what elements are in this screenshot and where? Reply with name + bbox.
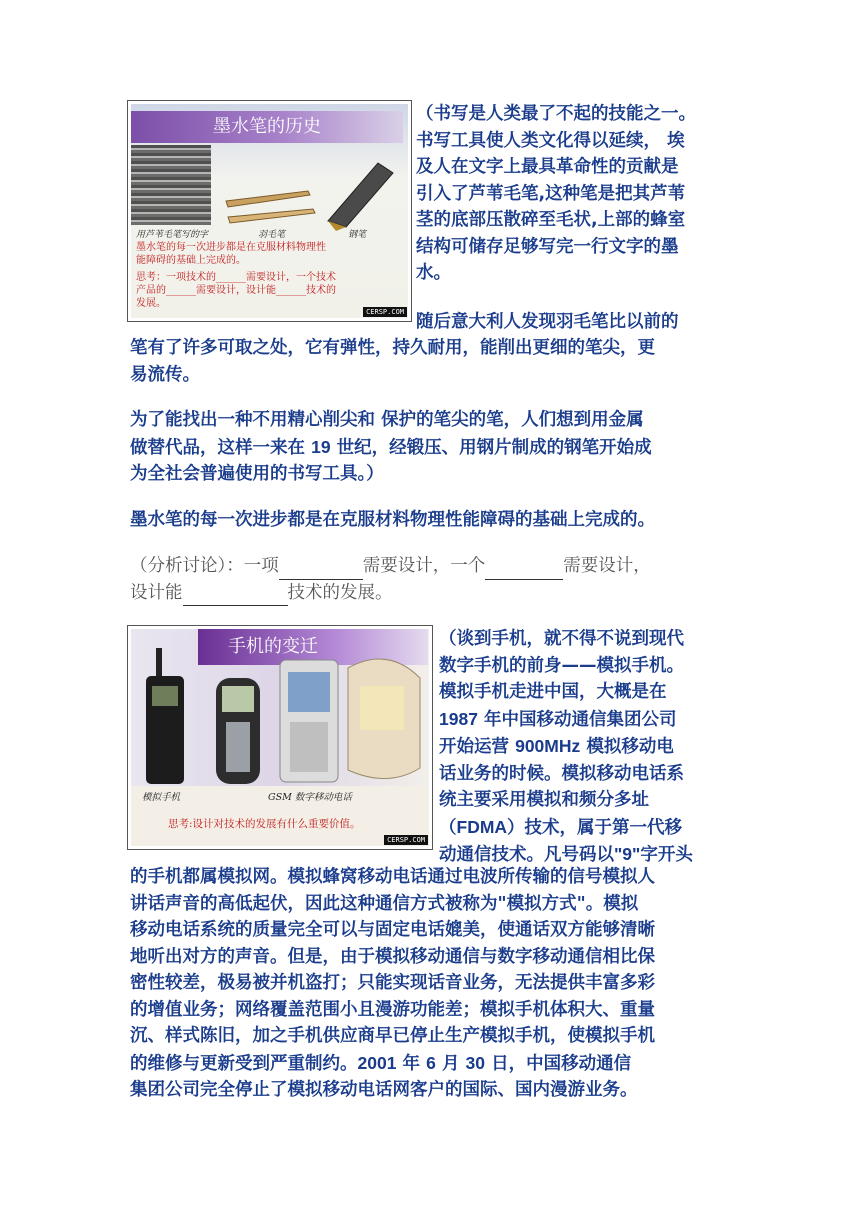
text-line: 易流传。: [130, 365, 200, 385]
image-title: 墨水笔的历史: [213, 116, 321, 137]
phones-illustration: [138, 638, 428, 788]
text-line: 设计能 技术的发展。: [130, 580, 651, 607]
hieroglyph-tablet: [131, 145, 211, 225]
text-line: 沉、样式陈旧，加之手机供应商早已停止生产模拟手机，使模拟手机: [130, 1026, 655, 1046]
image-title-band: [131, 111, 403, 143]
paragraph-steel-pen: [130, 407, 652, 488]
text-line: 的手机都属模拟网。模拟蜂窝移动电话通过电波所传输的信号模拟人: [130, 867, 655, 887]
image-question-3: 发展。: [136, 298, 166, 309]
paragraph-analog-phone: [439, 626, 693, 869]
text-line: 笔有了许多可取之处，它有弹性，持久耐用，能削出更细的笔尖，更: [130, 338, 655, 358]
text-line: 做替代品，这样一来在 19 世纪，经锻压、用钢片制成的钢笔开始成: [130, 436, 652, 458]
label-gsm-phone: GSM 数字移动电话: [268, 792, 352, 803]
text-line: 随后意大利人发现羽毛笔比以前的: [416, 312, 679, 332]
text-line: 密性较差，极易被并机盗打；只能实现话音业务，无法提供丰富多彩: [130, 973, 655, 993]
text-line: （FDMA）技术，属于第一代移: [439, 816, 683, 838]
text-line: 移动电话系统的质量完全可以与固定电话媲美，使通话双方能够清晰: [130, 920, 655, 940]
blank-field: [183, 587, 288, 606]
image-title: 手机的变迁: [228, 636, 318, 657]
text-line: 统主要采用模拟和频分多址: [439, 790, 649, 810]
text-line: 为全社会普遍使用的书写工具。）: [130, 464, 384, 484]
text-line: 开始运营 900MHz 模拟移动电: [439, 736, 674, 757]
image-note-1: 墨水笔的每一次进步都是在克服材料物理性: [136, 242, 326, 253]
ink-pen-history-image: [127, 100, 412, 322]
mobile-phone-evolution-image: [127, 625, 433, 850]
paragraph-ink-pen-summary: 墨水笔的每一次进步都是在克服材料物理性能障碍的基础上完成的。: [130, 510, 655, 530]
text-line: 话业务的时候。模拟移动电话系: [439, 763, 684, 784]
text-line: 书写工具使人类文化得以延续， 埃: [416, 130, 685, 151]
text-line: 1987 年中国移动通信集团公司: [439, 708, 677, 730]
paragraph-analog-network: [130, 864, 655, 1104]
label-analog-phone: 模拟手机: [142, 792, 181, 803]
cersp-logo: CERSP.COM: [384, 835, 428, 845]
label-reed: 用芦苇毛笔写的字: [136, 230, 209, 240]
text-line: 结构可储存足够写完一行文字的墨: [416, 236, 679, 257]
label-steel-pen: 钢笔: [348, 230, 367, 240]
text-line: 动通信技术。凡号码以"9"字开头: [439, 844, 693, 865]
text-line: （分析讨论）：一项 需要设计，一个 需要设计，: [130, 553, 651, 580]
paragraph-writing-history: [416, 101, 696, 287]
text-line: 及人在文字上最具革命性的贡献是: [416, 157, 679, 177]
text-line: （谈到手机，就不得不说到现代: [439, 629, 684, 649]
blank-field: [485, 561, 563, 580]
text-line: 数字手机的前身——模拟手机。: [439, 655, 684, 676]
pens-illustration: [218, 151, 408, 231]
text-line: 地听出对方的声音。但是，由于模拟移动通信与数字移动通信相比保: [130, 946, 655, 967]
blank-field: [279, 561, 363, 580]
label-quill: 羽毛笔: [258, 230, 286, 240]
text-line: 引入了芦苇毛笔,这种笔是把其芦苇: [416, 183, 686, 204]
image-question-2: 产品的______需要设计，设计能______技术的: [136, 285, 336, 296]
text-line: 水。: [416, 263, 451, 283]
text-line: 集团公司完全停止了模拟移动电话网客户的国际、国内漫游业务。: [130, 1080, 638, 1100]
cersp-logo: CERSP.COM: [363, 307, 407, 317]
text-line: 讲话声音的高低起伏，因此这种通信方式被称为"模拟方式"。模拟: [130, 893, 639, 914]
image-question-1: 思考：一项技术的______需要设计，一个技术: [136, 272, 336, 283]
text-line: （书写是人类最了不起的技能之一。: [416, 104, 696, 124]
text-line: 的增值业务；网络覆盖范围小且漫游功能差；模拟手机体积大、重量: [130, 999, 655, 1020]
text-line: 茎的底部压散碎至毛状,上部的蜂室: [416, 210, 686, 230]
text-line: 的维修与更新受到严重制约。2001 年 6 月 30 日，中国移动通信: [130, 1052, 632, 1074]
text-line: 为了能找出一种不用精心削尖和 保护的笔尖的笔，人们想到用金属: [130, 410, 644, 430]
text-line: 模拟手机走进中国，大概是在: [439, 682, 667, 702]
image-note-2: 能障碍的基础上完成的。: [136, 255, 246, 266]
image-question: 思考:设计对技术的发展有什么重要价值。: [168, 818, 361, 830]
discussion-question: [130, 553, 651, 606]
